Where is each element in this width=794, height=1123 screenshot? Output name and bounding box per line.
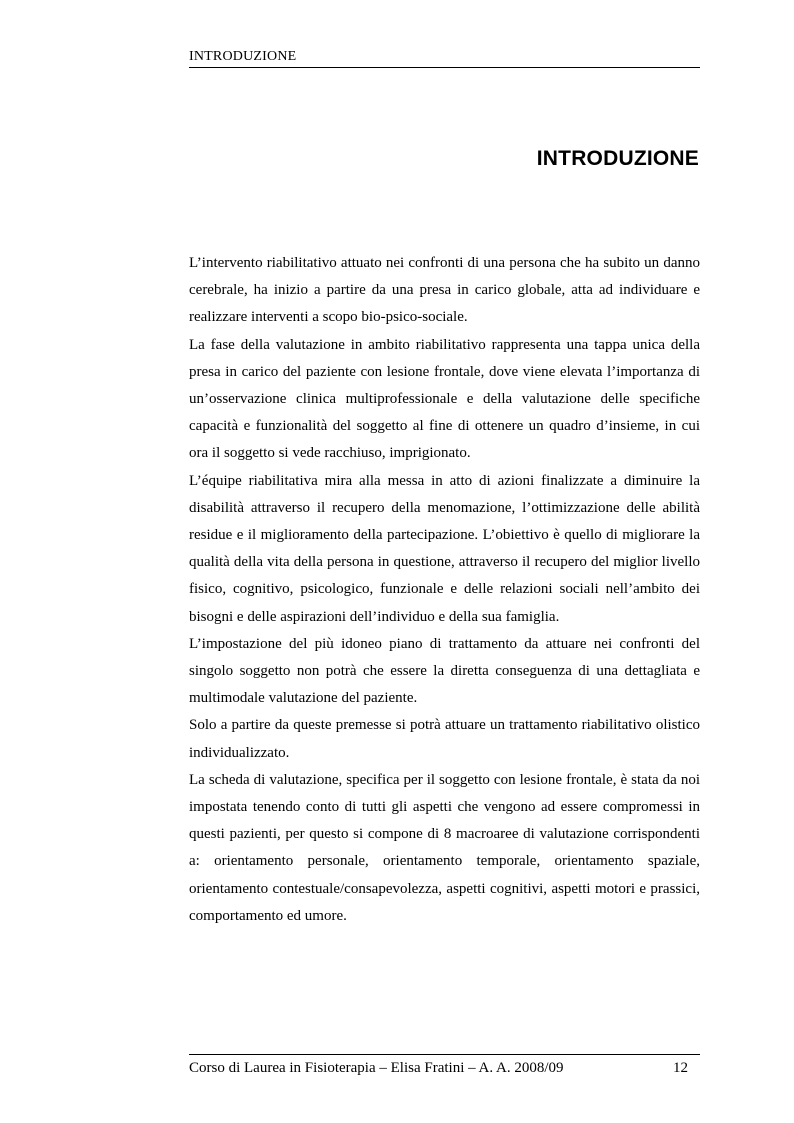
paragraph-valutazione: La fase della valutazione in ambito riabilitativo rappresenta una tappa unica della presa in carico del paziente con lesione frontale, dove viene elevata l’importanza di un’osservazione clinica multiprofessionale e della valutazione delle specifiche capacità e funzionalità del soggetto al fine di ottenere un quadro d’insieme, in cui ora il soggetto si vede racchiuso, imprigionato. [189,336,700,462]
page-number: 12 [673,1060,688,1076]
footer-course-info: Corso di Laurea in Fisioterapia – Elisa Fratini – A. A. 2008/09 [189,1060,564,1076]
body-text [189,250,700,930]
paragraph-intro: L’intervento riabilitativo attuato nei confronti di una persona che ha subito un danno cerebrale, ha inizio a partire da una presa in carico globale, atta ad individuare e realizzare interventi a scopo bio-psico-sociale. [189,255,700,326]
paragraph-impostazione: L’impostazione del più idoneo piano di trattamento da attuare nei confronti del singolo soggetto non potrà che essere la diretta conseguenza di una dettagliata e multimodale valutazione del paziente. [189,635,700,707]
paragraph-premesse: Solo a partire da queste premesse si potrà attuare un trattamento riabilitativo olistico individualizzato. [189,717,700,761]
paragraph-scheda: La scheda di valutazione, specifica per il soggetto con lesione frontale, è stata da noi impostata tenendo conto di tutti gli aspetti che vengono ad essere compromessi in questi pazienti, per questo si compone di 8 macroaree di valutazione corrispondenti a: orientamento personale, orientamento temporale, orientamento spaziale, orientamento contestuale/consapevolezza, aspetti cognitivi, aspetti motori e prassici, comportamento ed umore. [189,771,700,924]
footer-divider [189,1054,700,1055]
running-header [189,47,700,68]
paragraph-equipe: L’équipe riabilitativa mira alla messa in atto di azioni finalizzate a diminuire la disabilità attraverso il recupero della menomazione, l’ottimizzazione delle abilità residue e il miglioramento della partecipazione. L’obiettivo è quello di migliorare la qualità della vita della persona in questione, attraverso il recupero del miglior livello fisico, cognitivo, psicologico, funzionale e delle relazioni sociali nell’ambito dei bisogni e delle aspirazioni dell’individuo e della sua famiglia. [189,472,700,625]
running-header-title: INTRODUZIONE [189,49,297,64]
chapter-title: INTRODUZIONE [536,147,699,170]
